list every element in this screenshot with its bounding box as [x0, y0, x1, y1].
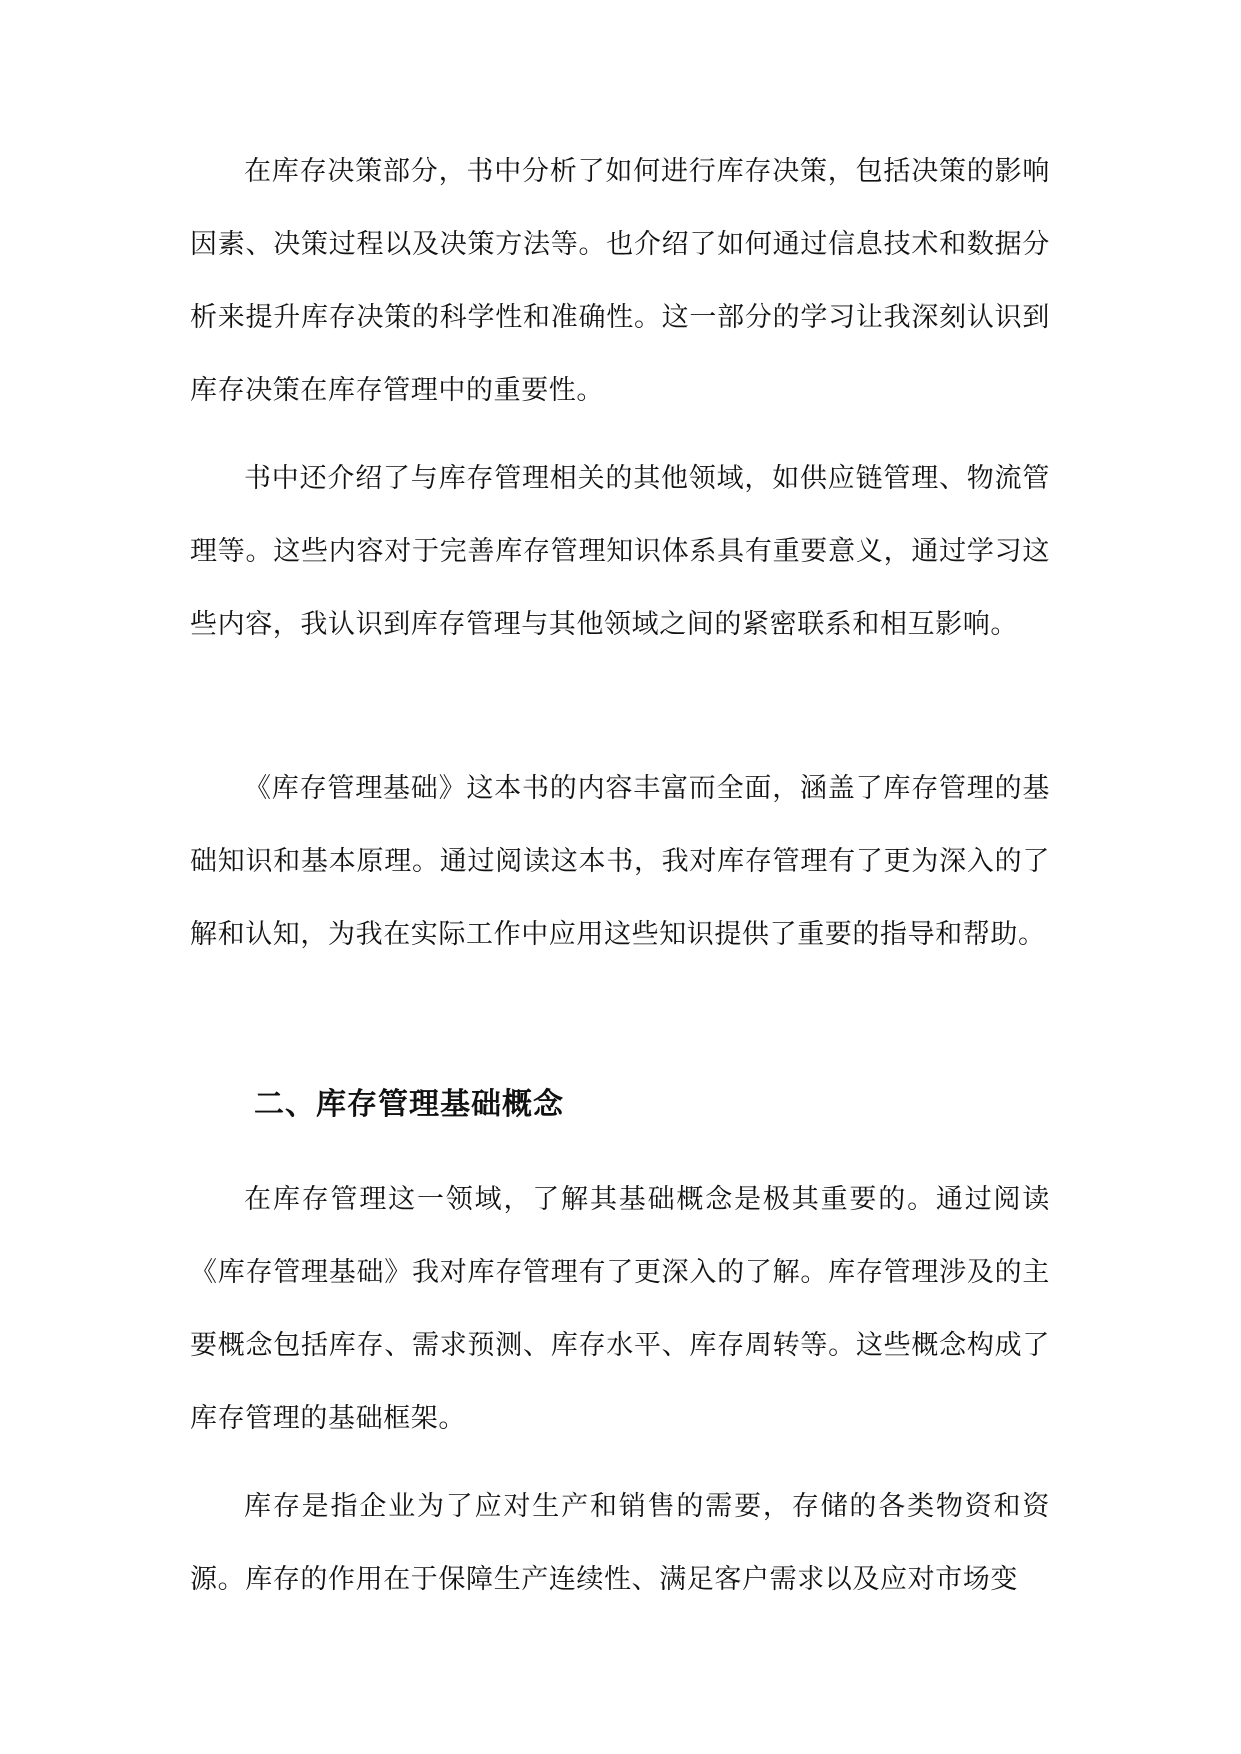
section-heading: 二、库存管理基础概念 [254, 1087, 564, 1122]
paragraph-related-fields: 书中还介绍了与库存管理相关的其他领域，如供应链管理、物流管理等。这些内容对于完善库存管理知识体系具有重要意义，通过学习这些内容，我认识到库存管理与其他领域之间的紧密联系和相互影响。 [190, 463, 1050, 640]
paragraph-book-summary: 《库存管理基础》这本书的内容丰富而全面，涵盖了库存管理的基础知识和基本原理。通过阅读这本书，我对库存管理有了更为深入的了解和认知，为我在实际工作中应用这些知识提供了重要的指导和帮助。 [190, 773, 1050, 950]
paragraph-inventory-definition: 库存是指企业为了应对生产和销售的需要，存储的各类物资和资源。库存的作用在于保障生产连续性、满足客户需求以及应对市场变 [190, 1491, 1050, 1595]
paragraph-basic-concepts: 在库存管理这一领域，了解其基础概念是极其重要的。通过阅读《库存管理基础》我对库存管理有了更深入的了解。库存管理涉及的主要概念包括库存、需求预测、库存水平、库存周转等。这些概念构成了库存管理的基础框架。 [190, 1184, 1050, 1434]
paragraph-inventory-decision: 在库存决策部分，书中分析了如何进行库存决策，包括决策的影响因素、决策过程以及决策方法等。也介绍了如何通过信息技术和数据分析来提升库存决策的科学性和准确性。这一部分的学习让我深刻认识到库存决策在库存管理中的重要性。 [190, 156, 1050, 406]
